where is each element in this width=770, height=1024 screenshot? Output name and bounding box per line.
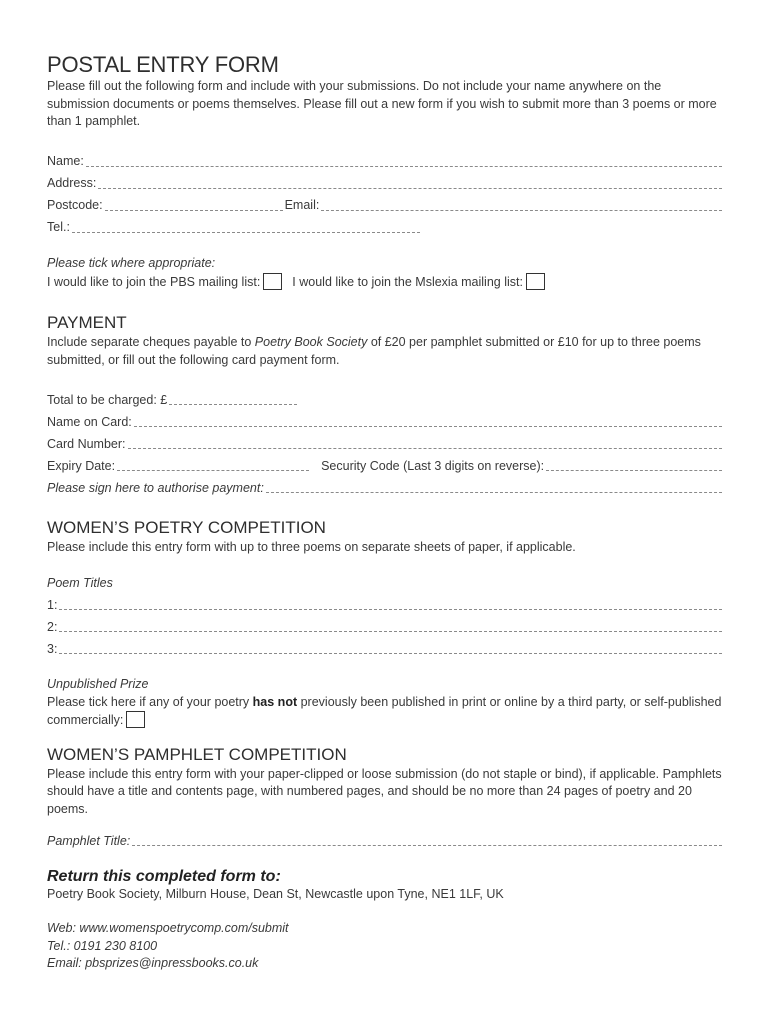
name-on-card-field[interactable] xyxy=(47,409,724,431)
poem-titles-label: Poem Titles xyxy=(47,575,113,590)
unpublished-statement xyxy=(47,694,724,730)
poetry-title: WOMEN’S POETRY COMPETITION xyxy=(47,518,326,537)
email-line[interactable] xyxy=(321,209,722,211)
postcode-line[interactable] xyxy=(105,209,283,211)
payment-intro-rest: of £20 per pamphlet submitted or £10 for up to three poems submitted, or fill out the following card payment form. xyxy=(47,335,701,367)
name-on-card-line[interactable] xyxy=(134,425,722,427)
postal-intro: Please fill out the following form and include with your submissions. Do not include your name anywhere on the submission documents or poems themselves. Please fill out a new form if you wish to submit more than 3 poems or more than 1 pamphlet. xyxy=(47,79,717,128)
tel-line[interactable] xyxy=(72,231,420,233)
contact-tel: Tel.: 0191 230 8100 xyxy=(47,938,158,953)
contact-email[interactable]: Email: pbsprizes@inpressbooks.co.uk xyxy=(47,956,259,970)
expiry-label: Expiry Date: xyxy=(47,458,116,473)
return-address: Poetry Book Society, Milburn House, Dean St, Newcastle upon Tyne, NE1 1LF, UK xyxy=(47,886,504,901)
poem-title-3-field[interactable] xyxy=(47,636,724,658)
pamphlet-title-field[interactable] xyxy=(47,828,724,850)
address-label: Address: xyxy=(47,176,97,190)
poetry-intro: Please include this entry form with up to three poems on separate sheets of paper, if applicable. xyxy=(47,540,576,554)
pamphlet-title-label: Pamphlet Title: xyxy=(47,833,131,848)
poem-1-line[interactable] xyxy=(59,608,722,610)
email-label: Email: xyxy=(284,198,320,212)
tel-field[interactable] xyxy=(47,215,724,237)
card-number-line[interactable] xyxy=(128,447,723,449)
name-label: Name: xyxy=(47,154,84,168)
payment-intro-text: Include separate cheques payable to xyxy=(47,335,255,349)
unpublished-checkbox[interactable] xyxy=(126,711,145,728)
pamphlet-intro: Please include this entry form with your paper-clipped or loose submission (do not staple or bind), if applicable. Pamphlets should have a title and contents page, with numbered pages, and should be no more than 24 pages of poetry and 20 poems. xyxy=(47,766,722,816)
card-number-field[interactable] xyxy=(47,431,724,453)
name-line[interactable] xyxy=(86,165,722,167)
mslexia-mailing-option[interactable] xyxy=(292,273,545,292)
name-on-card-label: Name on Card: xyxy=(47,414,132,429)
postcode-email-row xyxy=(47,193,724,215)
card-number-label: Card Number: xyxy=(47,436,126,451)
contact-web[interactable]: Web: www.womenspoetrycomp.com/submit xyxy=(47,921,289,935)
address-line[interactable] xyxy=(98,187,722,189)
security-label: Security Code (Last 3 digits on reverse): xyxy=(321,458,545,473)
poem-title-2-field[interactable] xyxy=(47,614,724,636)
tick-note: Please tick where appropriate: xyxy=(47,255,216,270)
security-line[interactable] xyxy=(546,469,722,471)
signature-field[interactable] xyxy=(47,475,724,497)
tel-label: Tel.: xyxy=(47,220,70,234)
total-label: Total to be charged: £ xyxy=(47,392,168,407)
poem-1-label: 1: xyxy=(47,597,58,612)
pamphlet-title: WOMEN’S PAMPHLET COMPETITION xyxy=(47,744,347,764)
unpublished-rest: previously been published in print or online by a third party, or self-published commercially: xyxy=(47,694,722,727)
poem-3-line[interactable] xyxy=(59,652,722,654)
poem-title-1-field[interactable] xyxy=(47,592,724,614)
unpublished-bold: has not xyxy=(252,694,298,709)
mslexia-mailing-checkbox[interactable] xyxy=(526,273,545,290)
poem-2-label: 2: xyxy=(47,619,58,634)
signature-label: Please sign here to authorise payment: xyxy=(47,480,264,495)
postal-title: POSTAL ENTRY FORM xyxy=(47,52,279,77)
pamphlet-title-line[interactable] xyxy=(132,844,722,846)
address-field[interactable] xyxy=(47,171,724,193)
postcode-label: Postcode: xyxy=(47,198,103,212)
pbs-mailing-label: I would like to join the PBS mailing list: xyxy=(47,274,261,289)
total-field[interactable] xyxy=(47,387,724,409)
name-field[interactable] xyxy=(47,149,724,171)
expiry-line[interactable] xyxy=(117,469,309,471)
total-line[interactable] xyxy=(169,403,297,405)
poem-3-label: 3: xyxy=(47,641,58,656)
payment-intro xyxy=(47,334,724,369)
expiry-security-row xyxy=(47,453,724,475)
payment-title: PAYMENT xyxy=(47,313,127,332)
unpublished-text: Please tick here if any of your poetry xyxy=(47,694,253,709)
pbs-mailing-option[interactable] xyxy=(47,273,282,292)
poem-2-line[interactable] xyxy=(59,630,722,632)
pbs-mailing-checkbox[interactable] xyxy=(263,273,282,290)
unpublished-label: Unpublished Prize xyxy=(47,677,149,691)
payment-payee: Poetry Book Society xyxy=(254,335,368,349)
mslexia-mailing-label: I would like to join the Mslexia mailing list: xyxy=(292,274,523,289)
return-title: Return this completed form to: xyxy=(47,868,281,885)
mailing-list-row xyxy=(47,272,724,292)
signature-line[interactable] xyxy=(266,491,722,493)
